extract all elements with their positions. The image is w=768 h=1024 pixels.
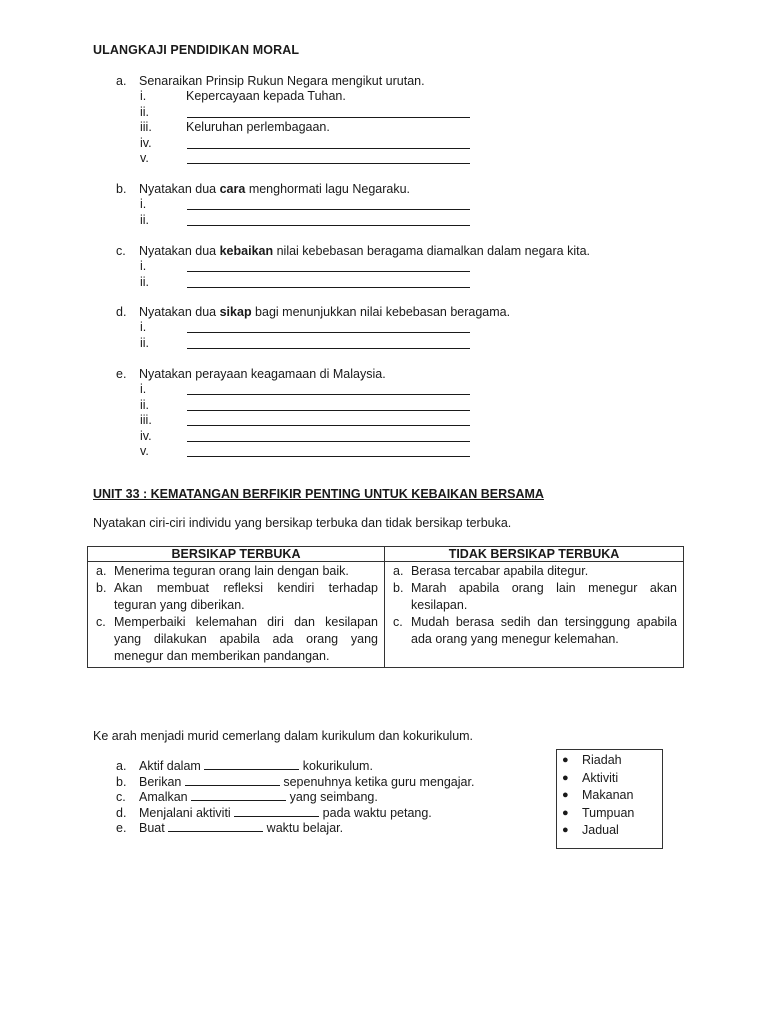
bullet-icon: ●: [562, 824, 569, 836]
fill-in-letter: e.: [116, 821, 127, 835]
answer-row: [116, 336, 676, 352]
table-item-text: Mudah berasa sedih dan tersinggung apabila ada orang yang menegur kelemahan.: [411, 615, 677, 646]
fill-in-blank[interactable]: [185, 774, 280, 786]
question-text: [116, 73, 676, 89]
fill-in-text-post: pada waktu petang.: [319, 805, 432, 820]
answer-number: iii.: [140, 120, 152, 134]
fill-in-blank[interactable]: [168, 820, 263, 832]
answer-number: i.: [140, 197, 147, 211]
question-1: [116, 73, 676, 167]
bullet-icon: ●: [562, 789, 569, 801]
question-text-pre: Nyatakan dua: [139, 244, 220, 258]
fill-in-blank[interactable]: [234, 805, 319, 817]
answer-number: iii.: [140, 413, 152, 427]
answer-blank-line[interactable]: [187, 287, 470, 288]
table-item-letter: c.: [96, 615, 106, 629]
fill-in-text-post: waktu belajar.: [263, 821, 344, 835]
fill-in-blank[interactable]: [191, 789, 286, 801]
answer-row: [116, 89, 676, 105]
fill-in-row: [116, 820, 474, 836]
table-list-item: [393, 614, 677, 648]
answer-row: [116, 320, 676, 336]
question-text-pre: Nyatakan dua: [139, 182, 220, 196]
table-header-terbuka: BERSIKAP TERBUKA: [88, 547, 385, 562]
table-item-letter: b.: [393, 581, 404, 595]
answer-row: [116, 213, 676, 229]
table-list-item: [96, 614, 378, 665]
answer-number: ii.: [140, 397, 150, 412]
fill-in-text-pre: Amalkan: [139, 790, 192, 804]
answer-row: [116, 151, 676, 167]
word-bank-text: Riadah: [582, 753, 622, 767]
answer-number: v.: [140, 444, 149, 458]
table-item-text: Akan membuat refleksi kendiri terhadap teguran yang diberikan.: [114, 581, 378, 612]
table-item-letter: a.: [96, 564, 107, 578]
table-cell-terbuka: [88, 562, 385, 668]
answer-row: [116, 197, 676, 213]
question-text-pre: Senaraikan Prinsip Rukun Negara mengikut urutan.: [139, 74, 425, 88]
word-bank-item: [557, 787, 662, 805]
fill-in-letter: d.: [116, 805, 127, 820]
word-bank-item: [557, 805, 662, 823]
fill-in-letter: b.: [116, 774, 127, 789]
table-item-letter: c.: [393, 615, 403, 629]
table-item-text: Berasa tercabar apabila ditegur.: [411, 564, 589, 578]
question-3: [116, 243, 676, 290]
word-bank-item: [557, 770, 662, 788]
fill-in-row: [116, 805, 474, 821]
table-item-text: Memperbaiki kelemahan diri dan kesilapan yang dilakukan apabila ada orang yang menegur dan memberikan pandangan.: [114, 615, 378, 663]
answer-number: ii.: [140, 104, 150, 119]
word-bank-item: [557, 752, 662, 770]
question-text: [116, 181, 676, 197]
fill-in-text-post: sepenuhnya ketika guru mengajar.: [279, 774, 475, 789]
table-item-text: Menerima teguran orang lain dengan baik.: [114, 564, 349, 578]
answer-blank-line[interactable]: [187, 425, 470, 426]
unit-intro: Nyatakan ciri-ciri individu yang bersikap terbuka dan tidak bersikap terbuka.: [93, 516, 512, 530]
answer-row: [116, 413, 676, 429]
fill-in-text-pre: Berikan: [139, 774, 185, 789]
question-text-post: nilai kebebasan beragama diamalkan dalam negara kita.: [273, 244, 590, 258]
answer-row: [116, 275, 676, 291]
table-list-item: [393, 563, 677, 580]
answer-row: [116, 136, 676, 152]
table-item-text: Marah apabila orang lain menegur akan kesilapan.: [411, 581, 677, 612]
bullet-icon: ●: [562, 754, 569, 766]
answer-number: iv.: [140, 135, 152, 150]
answer-blank-line[interactable]: [187, 148, 470, 149]
word-bank-text: Aktiviti: [582, 770, 619, 785]
question-5: [116, 366, 676, 460]
question-keyword: cara: [219, 182, 246, 196]
word-bank-text: Tumpuan: [582, 805, 635, 820]
answer-row: [116, 444, 676, 460]
answer-blank-line[interactable]: [187, 209, 470, 210]
answer-row: [116, 398, 676, 414]
answer-number: i.: [140, 382, 147, 396]
answer-number: ii.: [140, 212, 150, 227]
question-keyword: sikap: [219, 305, 252, 319]
answer-row: [116, 382, 676, 398]
page-title: ULANGKAJI PENDIDIKAN MORAL: [93, 43, 300, 57]
answer-number: i.: [140, 320, 147, 334]
fill-in-row: [116, 758, 474, 774]
answer-blank-line[interactable]: [187, 441, 470, 442]
comparison-table: [87, 546, 684, 668]
answer-blank-line[interactable]: [187, 225, 470, 226]
answer-text: Kepercayaan kepada Tuhan.: [186, 89, 346, 103]
fill-in-text-pre: Aktif dalam: [139, 759, 205, 773]
table-header-tidak-terbuka: TIDAK BERSIKAP TERBUKA: [385, 547, 684, 562]
answer-number: i.: [140, 259, 147, 273]
answer-number: ii.: [140, 274, 150, 289]
unit-title: UNIT 33 : KEMATANGAN BERFIKIR PENTING UNTUK KEBAIKAN BERSAMA: [93, 487, 544, 501]
answer-row: [116, 120, 676, 136]
fill-in-row: [116, 789, 474, 805]
answer-blank-line[interactable]: [187, 271, 470, 272]
question-text-post: menghormati lagu Negaraku.: [245, 182, 411, 196]
fill-in-text-pre: Buat: [139, 821, 169, 835]
table-list-item: [393, 580, 677, 614]
answer-blank-line[interactable]: [187, 332, 470, 333]
question-2: [116, 181, 676, 228]
answer-number: v.: [140, 151, 149, 165]
question-letter: c.: [116, 244, 126, 258]
table-cell-tidak-terbuka: [385, 562, 684, 668]
answer-number: iv.: [140, 428, 152, 443]
fill-in-text-post: kokurikulum.: [299, 759, 373, 773]
answer-row: [116, 105, 676, 121]
word-bank-text: Jadual: [582, 823, 619, 837]
fill-in-text-pre: Menjalani aktiviti: [139, 805, 235, 820]
answer-blank-line[interactable]: [187, 163, 470, 164]
word-bank-text: Makanan: [582, 788, 634, 802]
fill-in-blank[interactable]: [204, 758, 299, 770]
kurikulum-intro: Ke arah menjadi murid cemerlang dalam kurikulum dan kokurikulum.: [93, 729, 474, 743]
table-list-item: [96, 580, 378, 614]
question-text-pre: Nyatakan perayaan keagamaan di Malaysia.: [139, 367, 386, 381]
question-text: [116, 366, 676, 382]
question-keyword: kebaikan: [219, 244, 274, 258]
bullet-icon: ●: [562, 806, 569, 819]
table-item-letter: b.: [96, 581, 107, 595]
fill-in-letter: c.: [116, 790, 126, 804]
fill-in-row: [116, 774, 474, 790]
answer-text: Keluruhan perlembagaan.: [186, 120, 330, 134]
answer-blank-line[interactable]: [187, 348, 470, 349]
answer-row: [116, 429, 676, 445]
answer-blank-line[interactable]: [187, 117, 470, 118]
question-letter: b.: [116, 182, 127, 196]
table-item-letter: a.: [393, 564, 404, 578]
question-text: [116, 243, 676, 259]
word-bank-item: [557, 822, 662, 840]
question-letter: d.: [116, 305, 127, 319]
answer-row: [116, 259, 676, 275]
question-letter: a.: [116, 74, 127, 88]
answer-blank-line[interactable]: [187, 394, 470, 395]
fill-in-text-post: yang seimbang.: [286, 790, 378, 804]
answer-number: i.: [140, 89, 147, 103]
bullet-icon: ●: [562, 771, 569, 784]
table-list-item: [96, 563, 378, 580]
question-4: [116, 304, 676, 351]
word-bank-box: [556, 749, 663, 849]
question-text-post: bagi menunjukkan nilai kebebasan beragama.: [251, 305, 511, 319]
fill-in-letter: a.: [116, 759, 127, 773]
kurikulum-list: [116, 758, 474, 836]
answer-number: ii.: [140, 335, 150, 350]
question-text: [116, 304, 676, 320]
answer-blank-line[interactable]: [187, 410, 470, 411]
question-text-pre: Nyatakan dua: [139, 305, 220, 319]
answer-blank-line[interactable]: [187, 456, 470, 457]
question-letter: e.: [116, 367, 127, 381]
